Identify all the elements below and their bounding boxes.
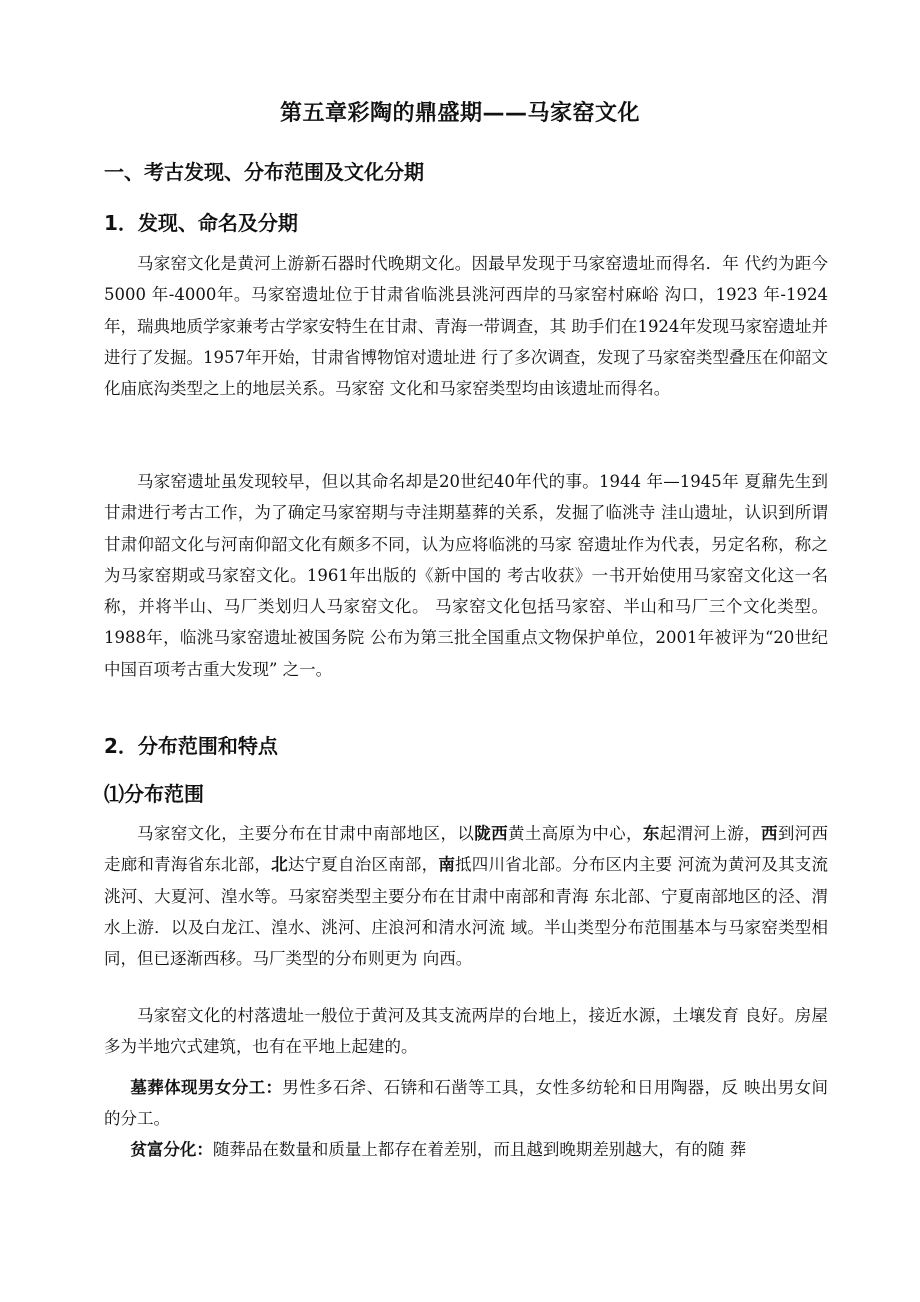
emphasis-south: 南 (438, 855, 456, 875)
paragraph-burial-division (104, 1072, 828, 1135)
text-run: 到河西走廊和青海省东北部， (104, 824, 829, 875)
burial-division-text: 男性多石斧、石锛和石凿等工具，女性多纺轮和日用陶器，反 映出男女间的分工。 (104, 1078, 828, 1129)
subsection-heading-discovery: 1．发现、命名及分期 (104, 211, 298, 235)
emphasis-longxi: 陇西 (474, 824, 508, 843)
paragraph-wealth-division (104, 1134, 828, 1165)
sub-subsection-heading-range: ⑴分布范围 (104, 782, 204, 806)
emphasis-west: 西 (760, 824, 778, 843)
text-run: 抵四川省北部。分布区内主要 河流为黄河及其支流洮河、大夏河、湟水等。马家窑类型主要分布在甘肃中南部和青海 东北部、宁夏南部地区的泾、渭水上游．以及白龙江、湟水、洮河、庄浪河和清水河流 域。半山类型分布范围基本与马家窑类型相同，但已逐渐西移。马厂类型的分布则更为 向西。 (104, 855, 829, 969)
page-title: 第五章彩陶的鼎盛期——马家窑文化 (279, 101, 640, 126)
text-run: 起渭河上游， (659, 824, 761, 843)
text-run: 马家窑文化，主要分布在甘肃中南部地区，以 (137, 824, 475, 843)
emphasis-east: 东 (642, 824, 660, 843)
text-run: 达宁夏自治区南部， (287, 855, 439, 875)
paragraph-settlements: 马家窑文化的村落遗址一般位于黄河及其支流两岸的台地上，接近水源，土壤发育 良好。房屋多为半地穴式建筑，也有在平地上起建的。 (104, 1006, 828, 1057)
section-heading: 一、考古发现、分布范围及文化分期 (104, 160, 424, 184)
paragraph-naming: 马家窑遗址虽发现较早，但以其命名却是20世纪40年代的事。1944 年—1945年 夏鼐先生到甘肃进行考古工作，为了确定马家窑期与寺洼期墓葬的关系，发掘了临洮寺 洼山遗址，认识到所谓甘肃仰韶文化与河南仰韶文化有颇多不同，认为应将临洮的马家 窑遗址作为代表，另定名称，称之为马家窑期或马家窑文化。1961年出版的《新中国的 考古收获》一书开始使用马家窑文化这一名称，并将半山、马厂类划归人马家窑文化。 马家窑文化包括马家窑、半山和马厂三个文化类型。1988年，临洮马家窑遗址被国务院 公布为第三批全国重点文物保护单位，2001年被评为“20世纪中国百项考古重大发现” 之一。 (104, 472, 828, 679)
emphasis-north: 北 (271, 855, 288, 875)
text-run: 黄土高原为中心， (507, 824, 643, 843)
paragraph-discovery: 马家窑文化是黄河上游新石器时代晚期文化。因最早发现于马家窑遗址而得名．年 代约为距今5000 年-4000年。马家窑遗址位于甘肃省临洮县洮河西岸的马家窑村麻峪 沟口，1923 年-1924年，瑞典地质学家兼考古学家安特生在甘肃、青海一带调查，其 助手们在1924年发现马家窑遗址并进行了发掘。1957年开始，甘肃省博物馆对遗址进 行了多次调查，发现了马家窑类型叠压在仰韶文化庙底沟类型之上的地层关系。马家窑 文化和马家窑类型均由该遗址而得名。 (104, 254, 828, 399)
subsection-heading-distribution: 2．分布范围和特点 (104, 734, 278, 758)
burial-division-label: 墓葬体现男女分工： (130, 1078, 283, 1097)
wealth-division-label: 贫富分化： (130, 1140, 213, 1159)
paragraph-range (104, 818, 828, 974)
wealth-division-text: 随葬品在数量和质量上都存在着差别，而且越到晚期差别越大，有的随 葬 (212, 1140, 747, 1159)
